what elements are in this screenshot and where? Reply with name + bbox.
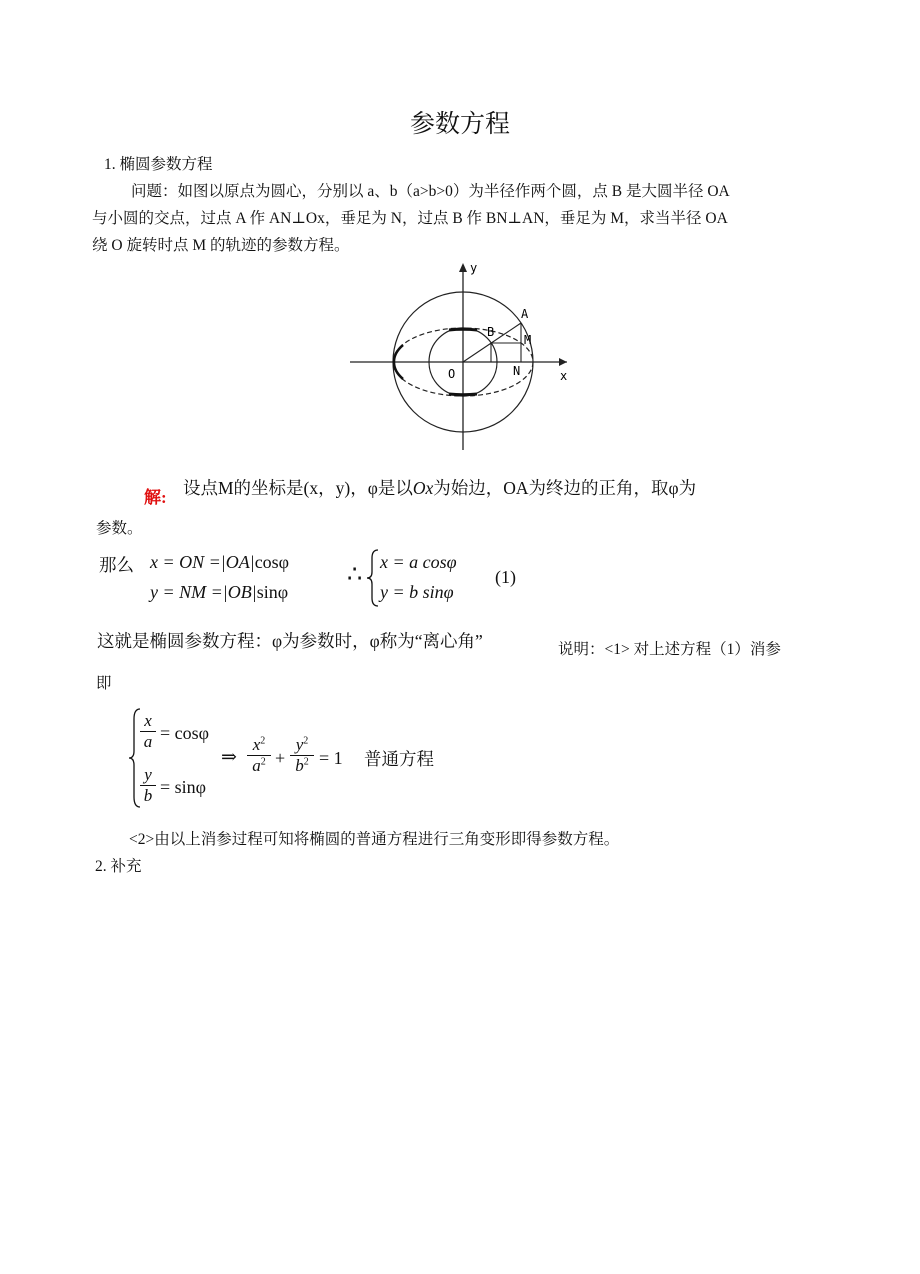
- ellipse-left-thick-arc-lower: [394, 362, 403, 379]
- problem-line-2: 与小圆的交点，过点 A 作 AN⊥Ox，垂足为 N，过点 B 作 BN⊥AN，垂足为 M，求当半径 OA: [92, 210, 728, 227]
- fraction-y2-over-b2: [290, 735, 314, 776]
- solution-text-b: 为始边，OA为终边的正角，取φ为: [433, 478, 697, 498]
- implies-arrow: ⇒: [221, 747, 237, 768]
- system-brace: [366, 548, 380, 608]
- note-2: <2>由以上消参过程可知将椭圆的普通方程进行三角变形即得参数方程。: [129, 831, 620, 848]
- system-eq-y: [380, 582, 454, 603]
- eq2-rhs: sinφ: [256, 582, 289, 602]
- frac-a2: a: [252, 756, 261, 775]
- frac-x2: x: [252, 735, 261, 754]
- exp-y2: 2: [303, 735, 309, 747]
- sys1-text: x = a cosφ: [380, 552, 457, 572]
- solution-label: 解:: [144, 488, 167, 507]
- then-word: 那么: [99, 555, 134, 575]
- frac-a: a: [140, 731, 156, 752]
- ellipse-left-thick-arc: [394, 345, 403, 362]
- conclusion-cont: 即: [96, 675, 112, 692]
- label-O: O: [448, 367, 456, 381]
- ellipse-figure: [345, 255, 585, 455]
- axes: [350, 265, 567, 450]
- conclusion-note-1: 说明：<1> 对上述方程（1）消参: [558, 641, 781, 658]
- problem-line-1: 问题：如图以原点为圆心，分别以 a、b（a>b>0）为半径作两个圆，点 B 是大圆半径 OA: [131, 183, 730, 200]
- system-eq-x: [380, 552, 457, 573]
- frac-y: y: [144, 765, 152, 784]
- section-heading-1: 1. 椭圆参数方程: [104, 156, 213, 173]
- exp-x2: 2: [260, 735, 266, 747]
- page-title: 参数方程: [409, 111, 510, 138]
- exp-a2: 2: [260, 756, 266, 768]
- fraction-x2-over-a2: [247, 735, 271, 776]
- sys2-text: y = b sinφ: [380, 582, 454, 602]
- solution-line-1: [183, 475, 696, 500]
- exp-b2: 2: [303, 756, 309, 768]
- label-A: A: [521, 307, 529, 321]
- ellipse-top-thick-arc: [449, 329, 477, 330]
- solution-text-ox: Ox: [412, 478, 434, 498]
- ordinary-equation-label: 普通方程: [364, 749, 434, 769]
- label-N: N: [513, 364, 521, 378]
- label-x: x: [560, 369, 568, 383]
- therefore-symbol: ∴: [347, 562, 363, 588]
- label-M: M: [524, 333, 532, 347]
- label-B: B: [487, 325, 495, 339]
- eq1-lhs: x = ON =: [150, 552, 221, 572]
- sin-phi: = sinφ: [160, 777, 207, 797]
- frac-b2: b: [295, 756, 304, 775]
- equation-x-on: [150, 552, 289, 573]
- fraction-x-over-a: [140, 711, 156, 752]
- y-axis-arrow: [459, 263, 467, 272]
- solution-text-a: 设点M的坐标是(x，y)，φ是以: [183, 478, 413, 498]
- ellipse-bottom-thick-arc: [449, 394, 477, 395]
- frac-y2: y: [295, 735, 304, 754]
- equals-one: = 1: [319, 748, 343, 768]
- equation-number: (1): [495, 567, 516, 587]
- eq1-mid: |OA|: [220, 552, 255, 572]
- problem-line-3: 绕 O 旋转时点 M 的轨迹的参数方程。: [92, 237, 350, 254]
- frac-x: x: [144, 711, 152, 730]
- fraction-y-over-b: [140, 765, 156, 806]
- cos-phi: = cosφ: [160, 723, 210, 743]
- eq2-mid: |OB|: [222, 582, 257, 602]
- x-axis-arrow: [559, 358, 567, 366]
- solution-line-2: 参数。: [96, 520, 143, 537]
- plus-sign: +: [275, 748, 286, 768]
- eq2-lhs: y = NM =: [150, 582, 223, 602]
- label-y: y: [470, 261, 478, 275]
- eq1-rhs: cosφ: [254, 552, 290, 572]
- section-heading-2: 2. 补充: [95, 858, 142, 875]
- conclusion-main: 这就是椭圆参数方程：φ为参数时，φ称为“离心角”: [97, 631, 483, 651]
- equation-y-nm: [150, 582, 288, 603]
- frac-b: b: [140, 785, 156, 806]
